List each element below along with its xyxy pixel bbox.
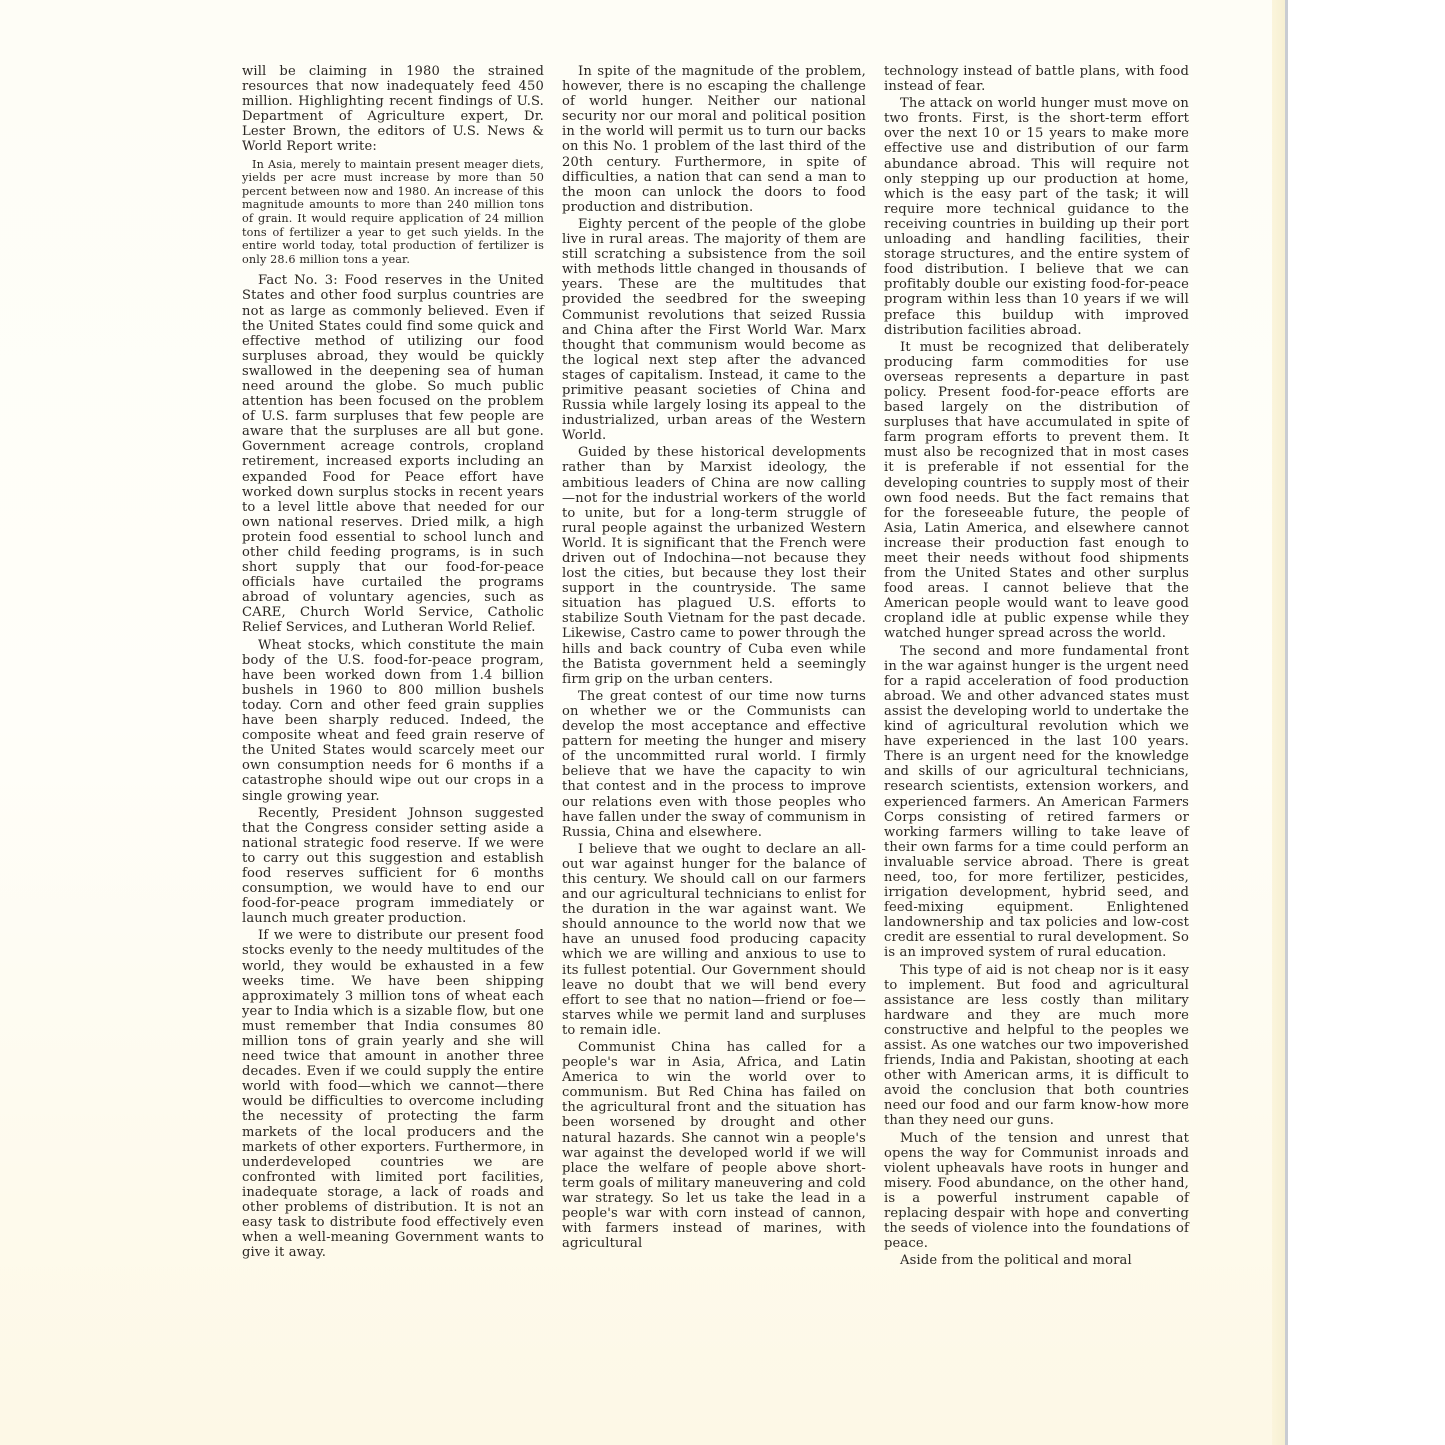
paragraph: Much of the tension and unrest that opens the way for Communist inroads and violent upheavals have roots in hunger and misery. Food abundance, on the other hand, is a powerful instrument capable of replacing despair with hope and converting the seeds of violence into the foundations of peace. [884,1130,1189,1252]
paragraph: In spite of the magnitude of the problem, however, there is no escaping the challenge of world hunger. Neither our national security nor our moral and political position in the world will permit us to turn our backs on this No. 1 problem of the last third of the 20th century. Furthermore, in spite of difficulties, a nation that can send a man to the moon can unlock the doors to food production and distribution. [562,64,866,215]
paragraph: The great contest of our time now turns on whether we or the Communists can develop the most acceptance and effective pattern for meeting the hunger and misery of the uncommitted rural world. I firmly believe that we have the capacity to win that contest and in the process to improve our relations even with those peoples who have fallen under the sway of communism in Russia, China and elsewhere. [562,688,866,840]
paragraph: If we were to distribute our present food stocks evenly to the needy multitudes of the world, they would be exhausted in a few weeks time. We have been shipping approximately 3 million tons of wheat each year to India which is a sizable flow, but one must remember that India consumes 80 million tons of grain yearly and she will need twice that amount in another three decades. Even if we could supply the entire world with food—which we cannot—there would be difficulties to overcome including the necessity of protecting the farm markets of the local producers and the markets of other exporters. Furthermore, in underdeveloped countries we are confronted with limited port facilities, inadequate storage, a lack of roads and other problems of distribution. It is not an easy task to distribute food effectively even when a well-meaning Government wants to give it away. [242,928,544,1261]
paragraph: Guided by these historical developments rather than by Marxist ideology, the ambitious leaders of China are now calling—not for the industrial workers of the world to unite, but for a long-term struggle of rural people against the urbanized Western World. It is significant that the French were driven out of Indochina—not because they lost the cities, but because they lost their support in the countryside. The same situation has plagued U.S. efforts to stabilize South Vietnam for the past decade. Likewise, Castro came to power through the hills and back country of Cuba even while the Batista government held a seemingly firm grip on the urban centers. [562,445,866,687]
paragraph: It must be recognized that deliberately producing farm commodities for use overseas represents a departure in past policy. Present food-for-peace efforts are based largely on the distribution of surpluses that have accumulated in spite of farm program efforts to prevent them. It must also be recognized that in most cases it is preferable if not essential for the developing countries to supply most of their own food needs. But the fact remains that for the foreseeable future, the people of Asia, Latin America, and elsewhere cannot increase their production fast enough to meet their needs without food shipments from the United States and other surplus food areas. I cannot believe that the American people would want to leave good cropland idle at public expense while they watched hunger spread across the world. [884,339,1189,642]
paragraph: This type of aid is not cheap nor is it easy to implement. But food and agricultural assistance are less costly than military hardware and they are much more constructive and helpful to the peoples we assist. As one watches our two impoverished friends, India and Pakistan, shooting at each other with American arms, it is difficult to avoid the conclusion that both countries need our food and our farm know-how more than they need our guns. [884,962,1189,1129]
text-column-1 [242,64,544,1262]
page-fold-shadow [1272,0,1285,1445]
paragraph: Wheat stocks, which constitute the main body of the U.S. food-for-peace program, have been worked down from 1.4 billion bushels in 1960 to 800 million bushels today. Corn and other feed grain supplies have been sharply reduced. Indeed, the composite wheat and feed grain reserve of the United States would scarcely meet our own consumption needs for 6 months if a catastrophe should wipe out our crops in a single growing year. [242,637,544,804]
paragraph: Eighty percent of the people of the globe live in rural areas. The majority of them are still scratching a subsistence from the soil with methods little changed in thousands of years. These are the multitudes that provided the seedbred for the sweeping Communist revolutions that seized Russia and China after the First World War. Marx thought that communism would become as the logical next step after the advanced stages of capitalism. Instead, it came to the primitive peasant societies of China and Russia while largely losing its appeal to the industrialized, urban areas of the Western World. [562,216,866,444]
paragraph: Aside from the political and moral [900,1253,1132,1269]
paragraph: Recently, President Johnson suggested that the Congress consider setting aside a national strategic food reserve. If we were to carry out this suggestion and establish food reserves sufficient for 6 months consumption, we would have to end our food-for-peace program immediately or launch much greater production. [242,805,544,927]
paragraph: I believe that we ought to declare an all-out war against hunger for the balance of this century. We should call on our farmers and our agricultural technicians to enlist for the duration in the war against want. We should announce to the world now that we have an unused food producing capacity which we are willing and anxious to use to its fullest potential. Our Government should leave no doubt that we will bend every effort to see that no nation—friend or foe—starves while we permit land and surpluses to remain idle. [562,841,866,1038]
paragraph: Communist China has called for a people's war in Asia, Africa, and Latin America to win the world over to communism. But Red China has failed on the agricultural front and the situation has been worsened by drought and other natural hazards. She cannot win a people's war against the developed world if we will place the welfare of people above short-term goals of military maneuvering and cold war strategy. So let us take the lead in a people's war with corn instead of cannon, with farmers instead of marines, with agricultural [562,1040,866,1252]
paragraph: The second and more fundamental front in the war against hunger is the urgent need for a rapid acceleration of food production abroad. We and other advanced states must assist the developing world to undertake the kind of agricultural revolution which we have experienced in the last 100 years. There is an urgent need for the knowledge and skills of our agricultural technicians, research scientists, extension workers, and experienced farmers. An American Farmers Corps consisting of retired farmers or working farmers willing to take leave of their own farms for a time could perform an invaluable service abroad. There is great need, too, for more fertilizer, pesticides, irrigation development, hybrid seed, and feed-mixing equipment. Enlightened landownership and tax policies and low-cost credit are essential to rural development. So is an improved system of rural education. [884,643,1189,961]
block-quote: In Asia, merely to maintain present meager diets, yields per acre must increase by more than 50 percent between now and 1980. An increase of this magnitude amounts to more than 240 million tons of grain. It would require application of 24 million tons of fertilizer a year to get such yields. In the entire world today, total production of fertilizer is only 28.6 million tons a year. [242,157,544,266]
paragraph: The attack on world hunger must move on two fronts. First, is the short-term effort over the next 10 or 15 years to make more effective use and distribution of our farm abundance abroad. This will require not only stepping up our production at home, which is the easy part of the task; it will require more technical guidance to the receiving countries in building up their port unloading and handling facilities, their storage structures, and the entire system of food distribution. I believe that we can profitably double our existing food-for-peace program within less than 10 years if we will preface this buildup with improved distribution facilities abroad. [884,96,1189,338]
text-column-3 [884,64,1189,1270]
paragraph: technology instead of battle plans, with food instead of fear. [884,64,1189,95]
text-column-2 [562,64,866,1253]
paragraph: will be claiming in 1980 the strained resources that now inadequately feed 450 million. Highlighting recent findings of U.S. Department of Agriculture expert, Dr. Lester Brown, the editors of U.S. News & World Report write: [242,64,544,155]
paragraph: Fact No. 3: Food reserves in the United States and other food surplus countries are not as large as commonly believed. Even if the United States could find some quick and effective method of utilizing our food surpluses abroad, they would be quickly swallowed in the deepening sea of human need around the globe. So much public attention has been focused on the problem of U.S. farm surpluses that few people are aware that the surpluses are all but gone. Government acreage controls, cropland retirement, increased exports including an expanded Food for Peace effort have worked down surplus stocks in recent years to a level little above that needed for our own national reserves. Dried milk, a high protein food essential to school lunch and other child feeding programs, is in such short supply that our food-for-peace officials have curtailed the programs abroad of voluntary agencies, such as CARE, Church World Service, Catholic Relief Services, and Lutheran World Relief. [242,273,544,636]
page-edge [1285,0,1288,1445]
